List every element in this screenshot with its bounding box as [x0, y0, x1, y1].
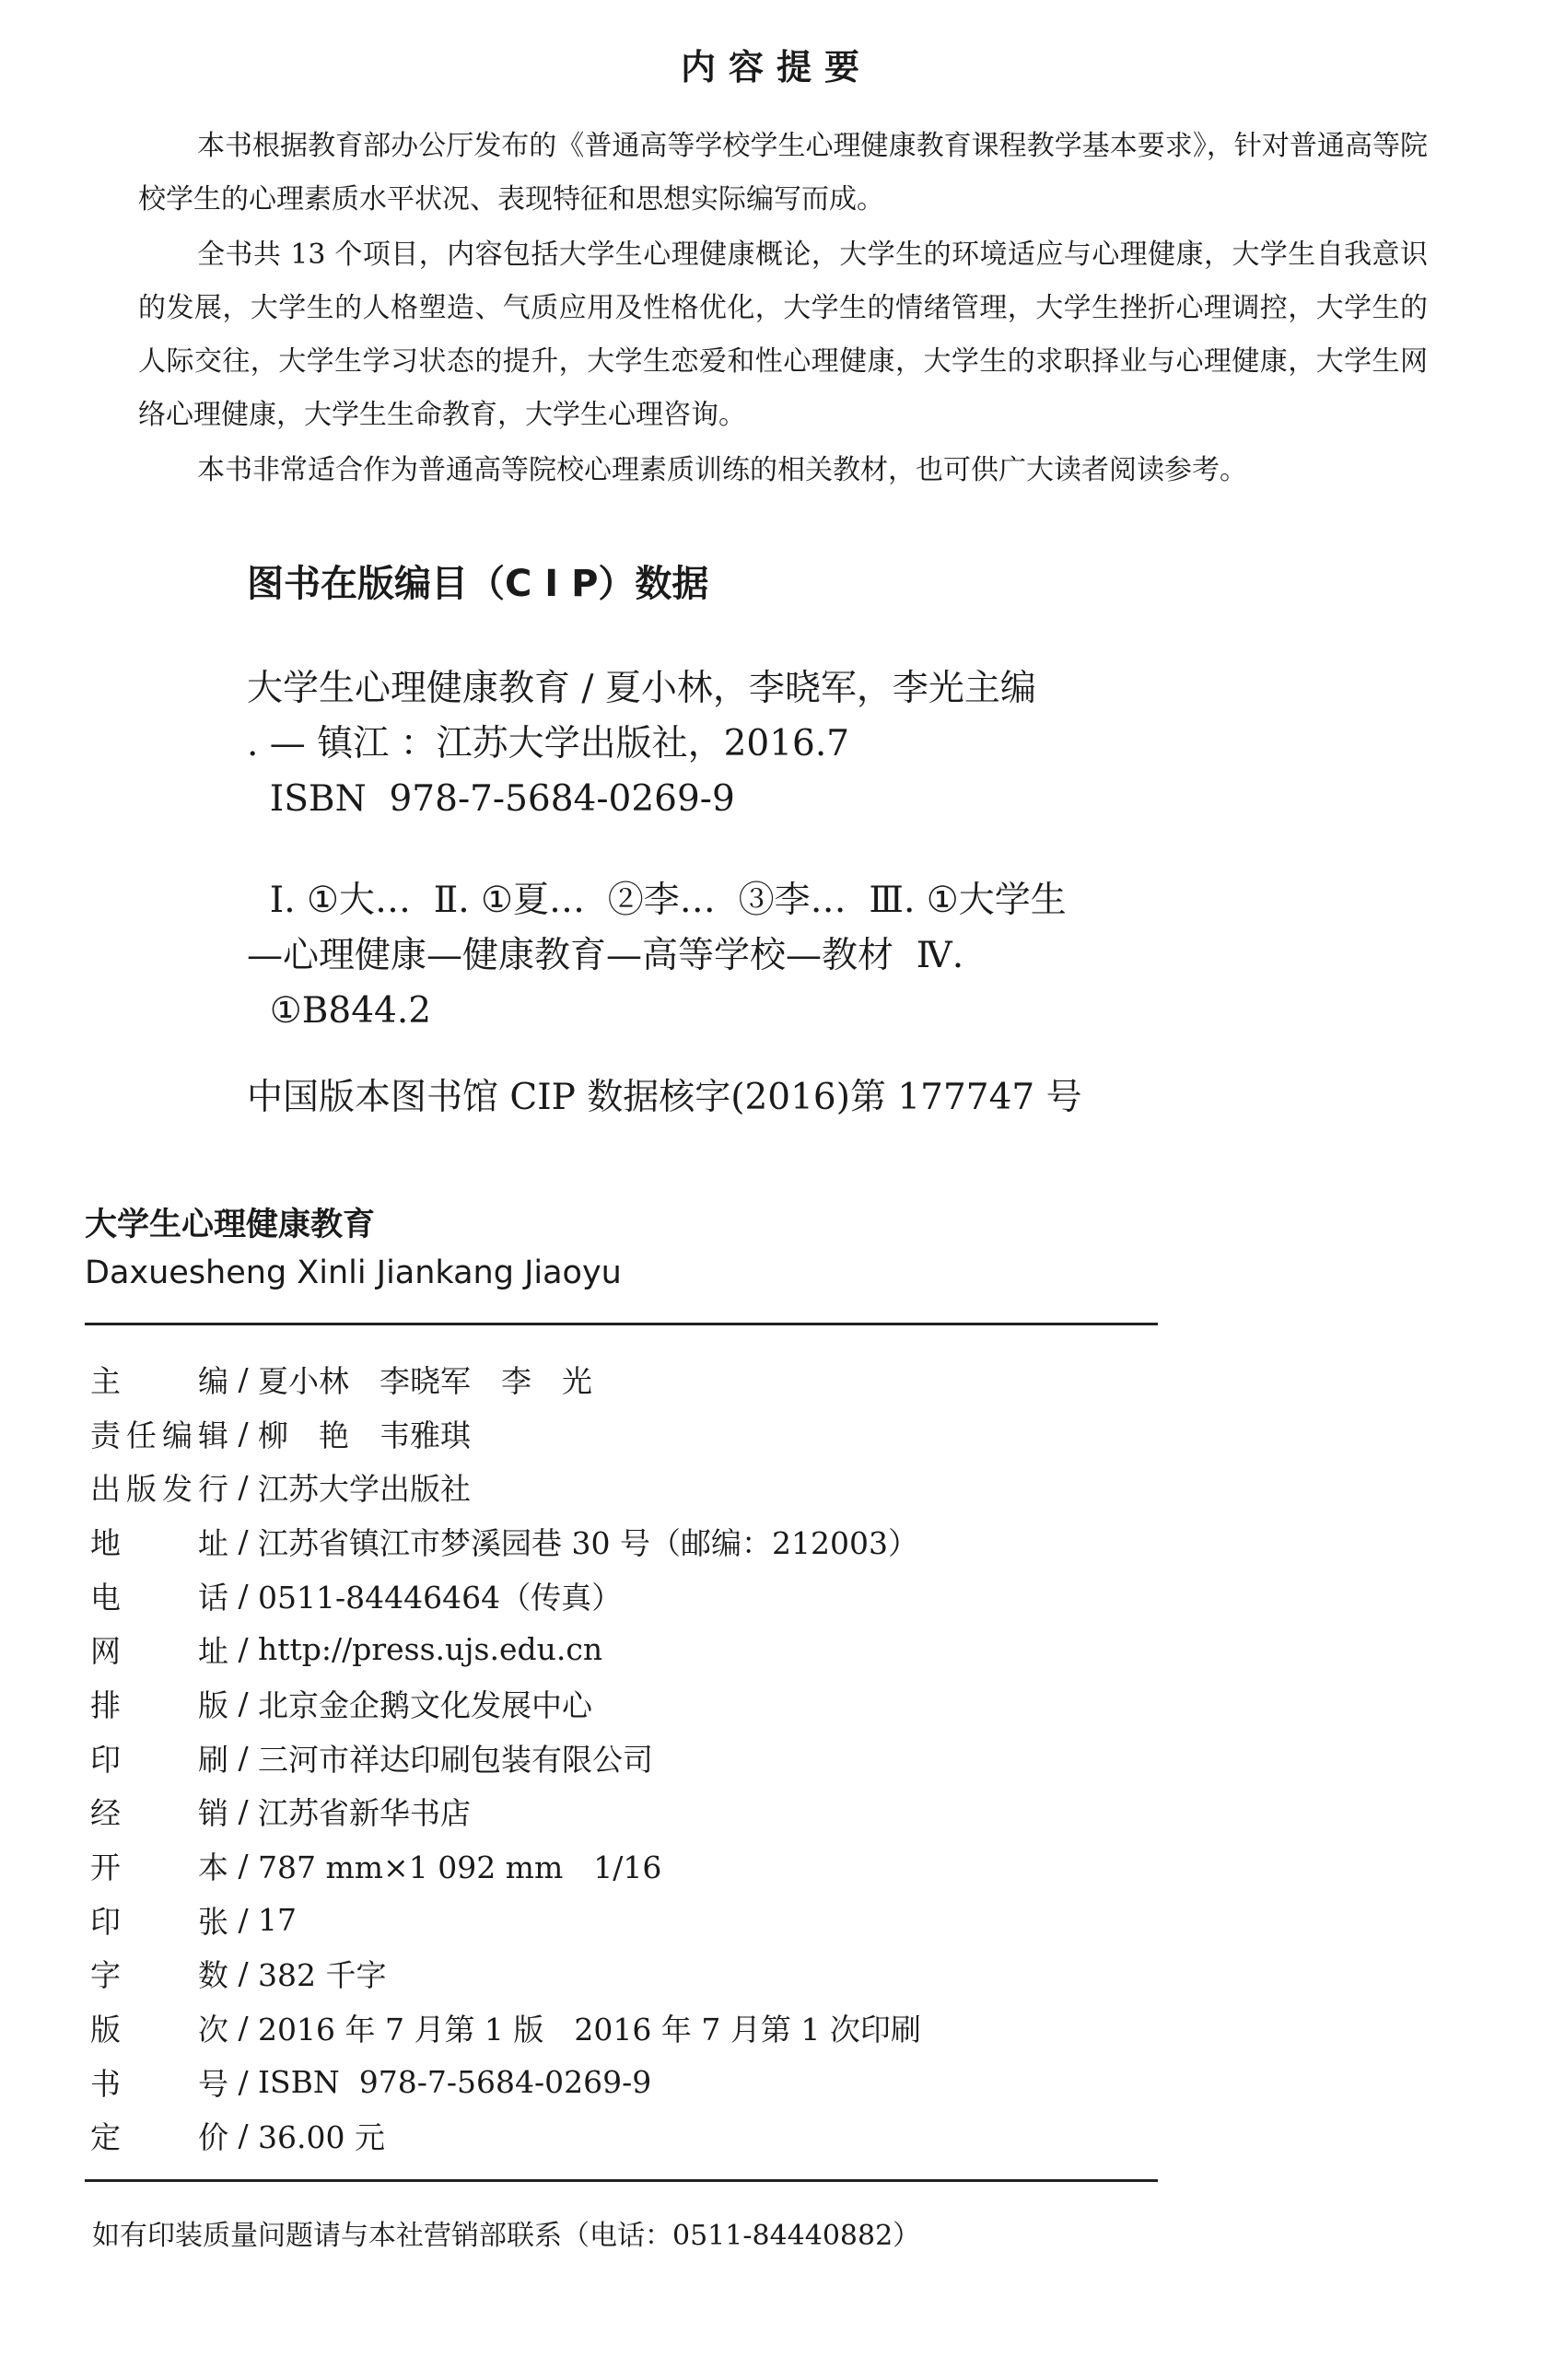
- separator: /: [238, 1901, 249, 1938]
- label-char: 数: [198, 1957, 228, 1994]
- label-char: 辑: [198, 1417, 228, 1453]
- colophon-row: [90, 1731, 1159, 1785]
- colophon-value: 柳 艳 韦雅琪: [258, 1417, 471, 1453]
- colophon-label: [90, 1898, 228, 1942]
- label-char: 任: [126, 1417, 157, 1453]
- label-char: 址: [198, 1524, 228, 1561]
- label-char: 销: [198, 1795, 228, 1832]
- label-char: 印: [90, 1903, 121, 1940]
- colophon-label: [90, 1952, 228, 1995]
- separator: /: [238, 1360, 249, 1397]
- colophon-row: [90, 2001, 1159, 2055]
- divider-top: [85, 1323, 1158, 1325]
- colophon-row: [90, 1622, 1159, 1676]
- colophon-value: 江苏大学出版社: [258, 1471, 471, 1508]
- cip-classification: Ⅰ. ①大… Ⅱ. ①夏… ②李… ③李… Ⅲ. ①大学生 —心理健康—健康教育—高等学校—教材 Ⅳ. ①B844.2: [247, 880, 1067, 1032]
- label-char: 话: [198, 1579, 228, 1616]
- colophon-label: [90, 2114, 228, 2157]
- label-char: 行: [198, 1471, 228, 1508]
- label-char: 书: [90, 2065, 121, 2102]
- summary-paragraph: 本书根据教育部办公厅发布的《普通高等学校学生心理健康教育课程教学基本要求》，针对普通高等院校学生的心理素质水平状况、表现特征和思想实际编写而成。: [138, 130, 1428, 216]
- colophon-label: [90, 1520, 228, 1563]
- colophon-label: [90, 1465, 228, 1509]
- divider-bottom: [85, 2179, 1158, 2182]
- cip-entry: 大学生心理健康教育 / 夏小林，李晓军，李光主编 . — 镇江 ：江苏大学出版社，2016.7 ISBN 978-7-5684-0269-9: [247, 668, 1036, 820]
- label-char: 网: [90, 1633, 121, 1670]
- summary-paragraph: 全书共 13 个项目，内容包括大学生心理健康概论，大学生的环境适应与心理健康，大学生自我意识的发展，大学生的人格塑造、气质应用及性格优化，大学生的情绪管理，大学生挫折心理调控，大学生的人际交往，大学生学习状态的提升，大学生恋爱和性心理健康，大学生的求职择业与心理健康，大学生网络心理健康，大学生生命教育，大学生心理咨询。: [138, 239, 1428, 431]
- colophon-value: 0511-84446464（传真）: [258, 1579, 623, 1616]
- separator: /: [238, 1415, 249, 1452]
- colophon-value: 北京金企鹅文化发展中心: [258, 1686, 592, 1723]
- colophon-value: ISBN 978-7-5684-0269-9: [258, 2063, 652, 2100]
- book-pinyin-title: Daxuesheng Xinli Jiankang Jiaoyu: [85, 1254, 622, 1291]
- label-char: 责: [90, 1417, 121, 1453]
- colophon-label: [90, 2060, 228, 2104]
- label-char: 张: [198, 1903, 228, 1940]
- colophon-label: [90, 1790, 228, 1833]
- colophon-value: 17: [258, 1901, 297, 1938]
- label-char: 本: [198, 1849, 228, 1886]
- colophon-value: 江苏省镇江市梦溪园巷 30 号（邮编：212003）: [258, 1524, 918, 1561]
- colophon-table: [90, 1352, 1159, 2163]
- label-char: 价: [198, 2119, 228, 2156]
- summary-body: [138, 120, 1428, 499]
- label-char: 地: [90, 1524, 121, 1561]
- colophon-row: [90, 2109, 1159, 2164]
- label-char: 址: [198, 1633, 228, 1670]
- summary-title: 内容提要: [680, 47, 872, 88]
- label-char: 次: [198, 2012, 228, 2048]
- separator: /: [238, 1793, 249, 1830]
- colophon-value: 36.00 元: [258, 2119, 385, 2156]
- colophon-value: 江苏省新华书店: [258, 1795, 471, 1832]
- colophon-row: [90, 1460, 1159, 1514]
- colophon-value: 382 千字: [258, 1957, 387, 1994]
- label-char: 编: [198, 1362, 228, 1399]
- colophon-row: [90, 1406, 1159, 1461]
- colophon-value: 2016 年 7 月第 1 版 2016 年 7 月第 1 次印刷: [258, 2012, 921, 2048]
- separator: /: [238, 1631, 249, 1668]
- colophon-row: [90, 1893, 1159, 1947]
- colophon-value: 787 mm×1 092 mm 1/16: [258, 1849, 662, 1886]
- colophon-label: [90, 1682, 228, 1725]
- separator: /: [238, 1739, 249, 1776]
- label-char: 开: [90, 1849, 121, 1886]
- separator: /: [238, 2063, 249, 2100]
- label-char: 刷: [198, 1741, 228, 1778]
- label-char: 编: [162, 1417, 193, 1453]
- label-char: 发: [162, 1471, 193, 1508]
- colophon-row: [90, 1352, 1159, 1406]
- label-char: 印: [90, 1741, 121, 1778]
- separator: /: [238, 1685, 249, 1721]
- colophon-label: [90, 1412, 228, 1455]
- colophon-label: [90, 1358, 228, 1401]
- label-char: 定: [90, 2119, 121, 2156]
- colophon-label: [90, 1574, 228, 1617]
- colophon-value: 夏小林 李晓军 李 光: [258, 1362, 592, 1399]
- separator: /: [238, 1955, 249, 1992]
- separator: /: [238, 2010, 249, 2047]
- separator: /: [238, 1522, 249, 1559]
- label-char: 版: [198, 1686, 228, 1723]
- colophon-value: http://press.ujs.edu.cn: [258, 1631, 603, 1668]
- label-char: 字: [90, 1957, 121, 1994]
- colophon-row: [90, 2055, 1159, 2109]
- colophon-row: [90, 1838, 1159, 1893]
- separator: /: [238, 1848, 249, 1884]
- colophon-row: [90, 1676, 1159, 1731]
- colophon-row: [90, 1785, 1159, 1839]
- label-char: 排: [90, 1686, 121, 1723]
- label-char: 主: [90, 1362, 121, 1399]
- separator: /: [238, 1577, 249, 1614]
- book-title: 大学生心理健康教育: [85, 1207, 376, 1243]
- colophon-label: [90, 1628, 228, 1671]
- colophon-row: [90, 1514, 1159, 1569]
- contact-note: 如有印装质量问题请与本社营销部联系（电话：0511-84440882）: [92, 2220, 921, 2252]
- separator: /: [238, 2118, 249, 2154]
- label-char: 出: [90, 1471, 121, 1508]
- colophon-label: [90, 1844, 228, 1887]
- label-char: 版: [126, 1471, 157, 1508]
- cip-heading: 图书在版编目（C I P）数据: [247, 563, 709, 605]
- cip-verification-number: 中国版本图书馆 CIP 数据核字(2016)第 177747 号: [247, 1077, 1082, 1118]
- colophon-value: 三河市祥达印刷包装有限公司: [258, 1741, 653, 1778]
- colophon-row: [90, 1569, 1159, 1623]
- label-char: 版: [90, 2012, 121, 2048]
- label-char: 经: [90, 1795, 121, 1832]
- colophon-label: [90, 1736, 228, 1779]
- colophon-label: [90, 2006, 228, 2049]
- label-char: 号: [198, 2065, 228, 2102]
- separator: /: [238, 1469, 249, 1506]
- label-char: 电: [90, 1579, 121, 1616]
- summary-paragraph: 本书非常适合作为普通高等院校心理素质训练的相关教材，也可供广大读者阅读参考。: [197, 454, 1247, 486]
- colophon-row: [90, 1947, 1159, 2001]
